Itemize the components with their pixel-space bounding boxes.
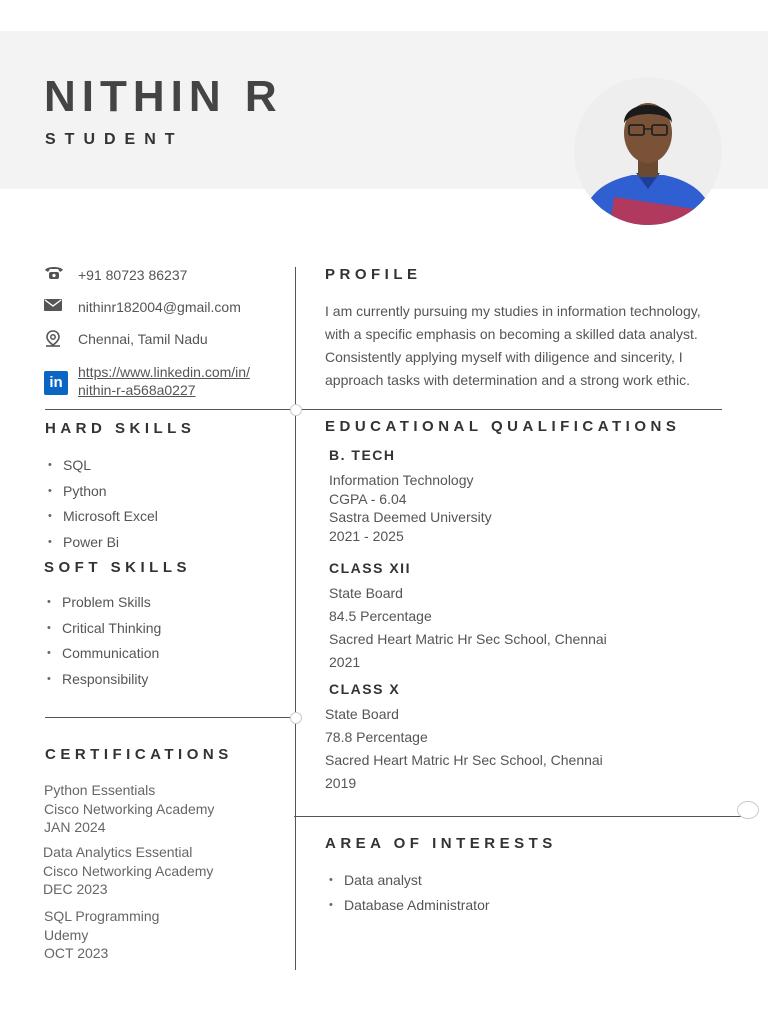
divider-node-lower	[290, 712, 302, 724]
profile-summary: I am currently pursuing my studies in information technology, with a specific emphasis on becoming a skilled data analyst. Consistently applying myself with diligence and sincerity, I approach tasks with determination and a strong work ethic.	[325, 303, 701, 388]
linkedin-url-line2: nithin-r-a568a0227	[78, 382, 196, 398]
btech-heading: B. TECH	[329, 447, 396, 463]
hard-skills-title: HARD SKILLS	[45, 420, 196, 437]
certification-name: SQL Programming	[44, 908, 160, 924]
vertical-divider	[295, 267, 296, 970]
class12-line: 2021	[329, 654, 361, 670]
certification-issuer: Cisco Networking Academy	[44, 800, 215, 817]
btech-details	[329, 471, 492, 545]
soft-skills-list	[44, 590, 161, 693]
interests-list	[326, 868, 490, 918]
list-item: • Responsibility	[44, 667, 161, 693]
class10-line: Sacred Heart Matric Hr Sec School, Chennai	[325, 752, 603, 768]
certification-item	[44, 907, 159, 963]
class10-line: State Board	[325, 706, 399, 722]
hard-skills-list	[45, 453, 158, 556]
class10-line: 78.8 Percentage	[325, 729, 428, 745]
list-item: • Microsoft Excel	[45, 504, 158, 530]
btech-line: Information Technology	[329, 472, 474, 488]
divider-right-lower	[294, 816, 742, 817]
btech-line: CGPA - 6.04	[329, 490, 407, 507]
profile-title: PROFILE	[325, 266, 422, 283]
phone-icon	[44, 266, 64, 282]
certification-date: DEC 2023	[43, 881, 108, 897]
soft-skills-title: SOFT SKILLS	[44, 559, 191, 576]
envelope-icon	[44, 298, 64, 314]
certification-item	[44, 781, 214, 837]
certification-name: Data Analytics Essential	[43, 844, 193, 860]
class10-details	[325, 703, 603, 795]
certification-issuer: Udemy	[44, 926, 89, 943]
profile-photo	[574, 77, 722, 225]
class12-line: State Board	[329, 585, 403, 601]
certification-name: Python Essentials	[44, 782, 156, 798]
class12-line: Sacred Heart Matric Hr Sec School, Chennai	[329, 631, 607, 647]
divider-node-right	[737, 801, 759, 819]
certifications-title: CERTIFICATIONS	[45, 746, 233, 763]
list-item: • Problem Skills	[44, 590, 161, 616]
divider-left-lower	[45, 717, 295, 718]
list-item: • Python	[45, 479, 158, 505]
list-item: • Database Administrator	[326, 893, 490, 918]
candidate-name: NITHIN R	[44, 72, 283, 121]
list-item: • SQL	[45, 453, 158, 479]
map-pin-icon	[44, 330, 64, 346]
phone-number: +91 80723 86237	[78, 267, 188, 283]
class10-heading: CLASS X	[329, 681, 401, 697]
certification-date: JAN 2024	[44, 819, 106, 835]
interests-title: AREA OF INTERESTS	[325, 835, 557, 852]
divider-upper	[45, 409, 722, 410]
class12-details	[329, 582, 607, 674]
linkedin-icon: in	[44, 371, 68, 395]
linkedin-link[interactable]	[78, 363, 250, 399]
linkedin-url-line1: https://www.linkedin.com/in/	[78, 364, 250, 380]
list-item: • Critical Thinking	[44, 616, 161, 642]
class12-heading: CLASS XII	[329, 560, 411, 576]
list-item: • Power Bi	[45, 530, 158, 556]
btech-line: 2021 - 2025	[329, 527, 404, 544]
certification-date: OCT 2023	[44, 945, 109, 961]
education-title: EDUCATIONAL QUALIFICATIONS	[325, 418, 681, 435]
location-text: Chennai, Tamil Nadu	[78, 331, 208, 347]
certification-issuer: Cisco Networking Academy	[43, 862, 214, 879]
email-address: nithinr182004@gmail.com	[78, 299, 241, 315]
certification-item	[43, 843, 213, 899]
list-item: • Data analyst	[326, 868, 490, 893]
class12-line: 84.5 Percentage	[329, 608, 432, 624]
btech-line: Sastra Deemed University	[329, 509, 492, 525]
list-item: • Communication	[44, 641, 161, 667]
divider-node-upper	[290, 404, 302, 416]
candidate-role: STUDENT	[45, 131, 184, 148]
class10-line: 2019	[325, 775, 357, 791]
